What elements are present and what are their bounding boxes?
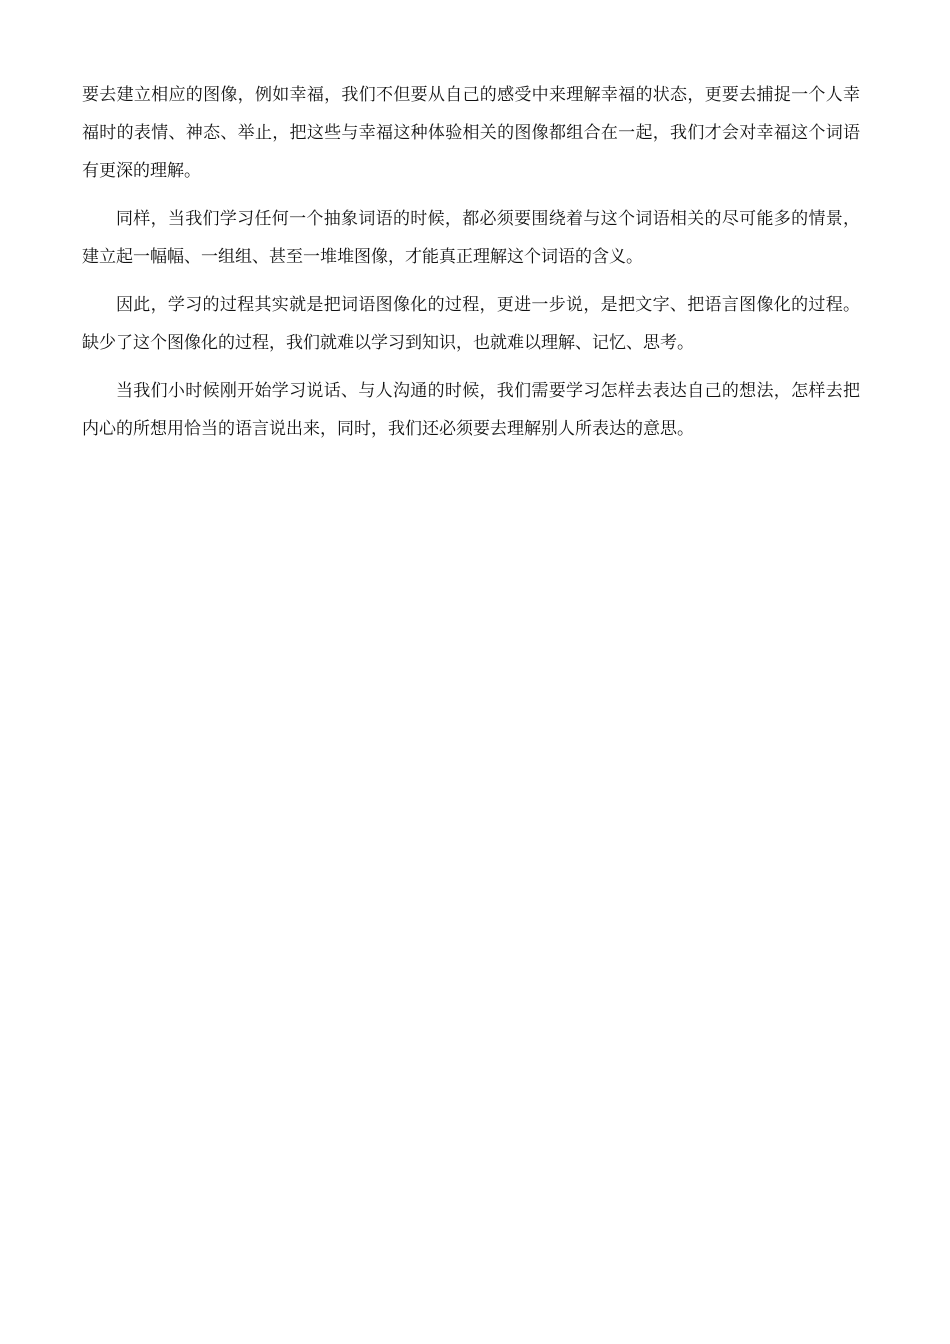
document-body — [82, 76, 860, 458]
paragraph-4: 当我们小时候刚开始学习说话、与人沟通的时候，我们需要学习怎样去表达自己的想法，怎样去把内心的所想用恰当的语言说出来，同时，我们还必须要去理解别人所表达的意思。 — [82, 381, 860, 439]
paragraph-3: 因此，学习的过程其实就是把词语图像化的过程，更进一步说，是把文字、把语言图像化的过程。缺少了这个图像化的过程，我们就难以学习到知识，也就难以理解、记忆、思考。 — [82, 295, 860, 353]
paragraph-2: 同样，当我们学习任何一个抽象词语的时候，都必须要围绕着与这个词语相关的尽可能多的情景，建立起一幅幅、一组组、甚至一堆堆图像，才能真正理解这个词语的含义。 — [82, 209, 860, 267]
paragraph-1: 要去建立相应的图像，例如幸福，我们不但要从自己的感受中来理解幸福的状态，更要去捕捉一个人幸福时的表情、神态、举止，把这些与幸福这种体验相关的图像都组合在一起，我们才会对幸福这个词语有更深的理解。 — [82, 85, 860, 181]
